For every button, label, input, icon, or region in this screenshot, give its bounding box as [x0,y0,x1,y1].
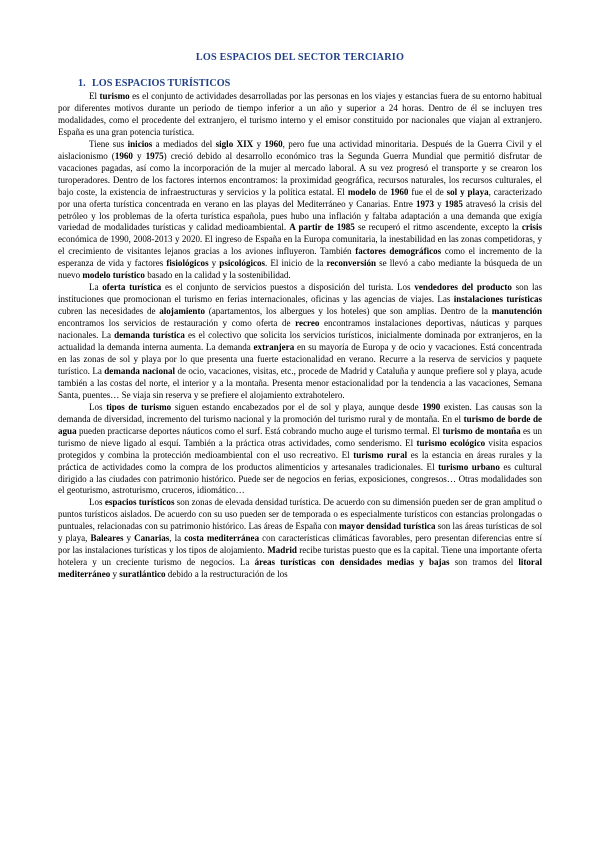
section-number: 1. [78,78,86,89]
text-run: y [208,258,220,269]
text-run: son las instituciones que promocionan el turismo en ferias internacionales, oficinas y las agencias de viajes. Las [58,282,542,305]
bold-text: turismo [99,91,130,101]
text-run: son tramos del [449,557,519,568]
section-heading [78,78,542,89]
text-run: y [123,533,135,544]
text-run: basado en la calidad y la sostenibilidad. [144,270,291,281]
text-run: y [253,138,265,149]
bold-text: alojamiento [159,306,205,317]
bold-text: modelo [347,186,376,197]
bold-text: costa mediterránea [184,533,260,544]
text-run: y [434,198,445,209]
text-run: atravesó la crisis del petróleo y los problemas de la oferta turística española, pues hubo una inflación y faltaba adaptación a una demanda que exigía variedad de modalidades turísticas y calidad medioambiental. [58,198,542,233]
text-run: cubren las necesidades de [58,306,160,317]
bold-text: demanda turística [114,330,185,341]
text-run: , caracterizado por una oferta turística concentrada en verano en las playas del Mediterráneo y Canarias. Entre [58,186,543,209]
bold-text: siglo XIX [215,138,254,149]
text-run: siguen estando encabezados por el de sol y playa, aunque desde [171,401,423,412]
bold-text: crisis [521,222,542,233]
bold-text: reconversión [326,258,377,269]
bold-text: turismo de borde de agua [58,413,542,436]
bold-text: extranjera [253,342,295,353]
text-run: . El inicio de la [265,258,327,269]
text-run: ) creció debido al desarrollo económico tras la Segunda Guerra Mundial que permitió disfrutar de vacaciones pagadas, así como la incorporación de la mujer al mercado laboral. A su vez progresó el transporte y se crearon los turoperadores. Dentro de los factores internos encontramos: la proximidad geográfica, recursos naturales, los recursos culturales, el bajo coste, la existencia de infraestructuras y servicios y la política estatal. El [58,150,542,197]
bold-text: psicológicos [219,258,266,269]
text-run: visita espacios protegidos y combina la protección medioambiental con el uso recreativo. El [58,437,542,460]
bold-text: áreas turísticas con densidades medias y bajas [254,557,450,568]
text-run: es el conjunto de servicios puestos a disposición del turista. Los [161,282,415,293]
bold-text: turismo ecológico [416,437,486,448]
text-run: son zonas de elevada densidad turística. De acuerdo con su dimensión pueden ser de gran amplitud o puntos turísticos aislados. De acuerdo con su uso pueden ser de temporada o es especialmente turísticos con estancias prolongadas o puntuales, relacionadas con su patrimonio histórico. Las áreas de España con [58,497,542,532]
body-text [58,91,542,581]
bold-text: Canarias [134,533,170,544]
bold-text: turismo rural [353,449,408,460]
bold-text: fisiológicos [166,258,209,269]
bold-text: demanda nacional [104,365,176,376]
paragraph [58,402,542,498]
text-run: como el incremento de la esperanza de vida y factores [58,246,542,269]
bold-text: suratlántico [119,569,166,580]
text-run: en su mayoría de Europa y de ocio y vacaciones. Está concentrada en las zonas de sol y playa por lo que presenta una fuerte estacionalidad en verano. Recurre a la reserva de servicios y paquete turístico. La [58,342,542,376]
text-run: es el conjunto de actividades desarrolladas por las personas en los viajes y estancias fuera de su entorno habitual por diferentes motivos durante un periodo de tiempo inferior a un año y superior a 24 horas. Dentro de él se incluyen tres modalidades, como el procedente del extranjero, el turismo interno y el emisor constituido por nacionales que viajan al extranjero. España es una gran potencia turística. [58,91,542,137]
bold-text: factores demográficos [355,246,442,257]
text-run: Los [89,497,105,508]
text-run: (apartamentos, los albergues y los hoteles) que son amplias. Dentro de la [204,306,492,317]
text-run: encontramos instalaciones deportivas, náuticas y parques nacionales. La [58,318,542,341]
bold-text: vendedores del producto [414,282,512,293]
paragraph [58,497,542,581]
bold-text: 1960 [114,150,133,161]
bold-text: litoral mediterráneo [58,557,542,580]
text-run: fue el de [408,186,447,197]
bold-text: Madrid [267,545,297,556]
text-run: Los [89,401,107,412]
bold-text: espacios turísticos [104,497,175,508]
text-run: son las áreas turísticas de sol y playa, [58,521,542,544]
text-run: Tiene sus [89,138,128,149]
bold-text: 1960 [264,138,283,149]
bold-text: turismo de montaña [442,425,521,436]
text-run: con características climáticas favorables, pero presentan diferencias entre sí por las instalaciones turísticas y los tipos de alojamiento. [58,533,543,556]
text-run: encontramos los servicios de restauración y como oferta de [58,318,296,329]
bold-text: 1975 [145,150,164,161]
text-run: , la [169,533,185,544]
text-run: debido a la restructuración de los [165,569,288,580]
text-run: de [376,186,391,197]
text-run: se recuperó el ritmo ascendente, excepto la [354,222,522,233]
text-run: recibe turistas puesto que es la capital. Tiene una importante oferta hotelera y un creciente turismo de negocios. La [58,545,542,568]
text-run: es un turismo de nieve ligado al esquí. También a la práctica otras actividades, como senderismo. El [58,425,543,448]
text-run: y [110,569,120,580]
bold-text: A partir de 1985 [289,222,355,233]
bold-text: 1985 [444,198,463,209]
text-run: se llevó a cabo mediante la búsqueda de un nuevo [58,258,543,281]
text-run: La [89,282,103,293]
bold-text: 1990 [422,401,441,412]
paragraph [58,91,542,139]
text-run: pueden practicarse deportes náuticos como el surf. Está cobrando mucho auge el turismo termal. El [76,425,443,436]
bold-text: sol y playa [446,186,489,197]
paragraph [58,139,542,282]
bold-text: recreo [295,318,320,329]
text-run: a mediados del [152,138,216,149]
bold-text: 1960 [390,186,409,197]
bold-text: 1973 [415,198,435,209]
bold-text: modelo turístico [82,270,145,281]
bold-text: tipos de turismo [106,401,172,412]
bold-text: Baleares [90,533,124,544]
bold-text: oferta turística [102,282,162,293]
text-run: existen. Las causas son la demanda de diversidad, incremento del turismo nacional y la promoción del turismo rural y de montaña. En el [58,401,542,424]
bold-text: manutención [491,306,542,317]
text-run: es cultural dirigido a las ciudades con patrimonio histórico. Puede ser de negocios en ferias, exposiciones, congresos… Otras modalidades son el geoturismo, astroturismo, cruceros, idiomático… [58,461,542,496]
text-run: de ocio, vacaciones, visitas, etc., procede de Madrid y Cataluña y aunque prefiere sol y playa, acude también a las costas del norte, el interior y a la montaña. Presenta menor estacionalidad por la tendencia a las vacaciones, Semana Santa, puentes… Se viaja sin reserva y se prefiere el alojamiento extrahotelero. [58,365,542,400]
text-run: es el colectivo que solicita los servicios turísticos, inicialmente dominada por extranjeros, en la actualidad la demanda interna aumenta. La demanda [58,330,542,353]
text-run: es la estancia en áreas rurales y la práctica de actividades como la compra de los productos alimenticios y artesanales tradicionales. El [58,449,542,472]
section-heading-text: LOS ESPACIOS TURÍSTICOS [92,78,231,89]
text-run: , pero fue una actividad minoritaria. Después de la Guerra Civil y el aislacionismo ( [58,138,542,161]
bold-text: inicios [127,138,153,149]
text-run: y [132,150,146,161]
bold-text: turismo urbano [438,461,500,472]
bold-text: mayor densidad turística [339,521,436,532]
document-title: LOS ESPACIOS DEL SECTOR TERCIARIO [195,52,405,63]
paragraph [58,282,542,402]
text-run: El [89,91,100,101]
text-run: económica de 1990, 2008-2013 y 2020. El ingreso de España en la Europa comunitaria, la inestabilidad en las zonas competidoras, y el crecimiento de visitantes lejanos gracias a los aviones influyeron. También [58,234,542,257]
bold-text: instalaciones turísticas [453,294,542,305]
